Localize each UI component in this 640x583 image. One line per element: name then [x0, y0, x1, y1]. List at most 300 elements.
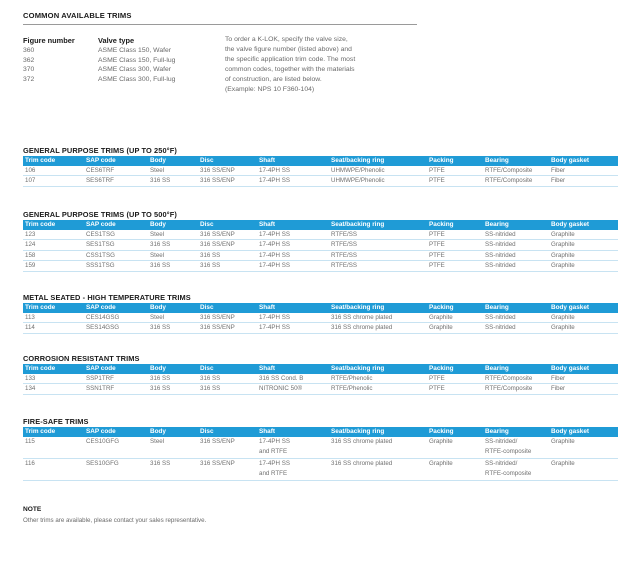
cell-line: 17-4PH SS — [259, 313, 290, 321]
body-header: Body — [150, 157, 166, 164]
cell-line: Fiber — [551, 385, 566, 393]
cell-line: SS-nitrided — [485, 251, 516, 259]
cell-line: 316 SS — [150, 262, 171, 270]
cell-line: 316 SS/ENP — [200, 459, 235, 467]
packing-header: Packing — [429, 428, 454, 435]
cell-line: PTFE — [429, 177, 445, 185]
intro-line: of construction, are listed below. — [225, 76, 322, 84]
figure-number: 360 — [23, 47, 35, 54]
seat-backing-ring-header: Seat/backing ring — [331, 221, 385, 228]
cell-line: 17-4PH SS — [259, 177, 290, 185]
table-row — [23, 230, 618, 241]
cell-line: 124 — [25, 241, 36, 249]
sap-code-cell — [86, 230, 150, 240]
sap-code-header: SAP code — [86, 157, 116, 164]
shaft-cell — [259, 437, 331, 458]
bearing-cell — [485, 323, 551, 333]
bearing-cell — [485, 261, 551, 271]
bearing-cell — [485, 313, 551, 323]
body-gasket-header: Body gasket — [551, 304, 590, 311]
body-gasket-header: Body gasket — [551, 428, 590, 435]
cell-line: RTFE/SS — [331, 251, 358, 259]
shaft-cell — [259, 323, 331, 333]
body-cell — [150, 240, 200, 250]
intro-line: the valve figure number (listed above) and — [225, 46, 352, 54]
shaft-cell — [259, 166, 331, 176]
shaft-cell — [259, 251, 331, 261]
cell-line: Graphite — [429, 313, 453, 321]
cell-line: 123 — [25, 230, 36, 238]
cell-line: 316 SS chrome plated — [331, 459, 393, 467]
trim-code-cell — [23, 176, 86, 186]
ordering-instructions — [225, 35, 405, 96]
cell-line: 316 SS — [200, 385, 221, 393]
trim-code-cell — [23, 313, 86, 323]
cell-line: Graphite — [551, 241, 575, 249]
note-text: Other trims are available, please contact your sales representative. — [23, 517, 207, 524]
trim-code-header: Trim code — [25, 304, 56, 311]
cell-line: 316 SS — [150, 324, 171, 332]
cell-line: 316 SS/ENP — [200, 241, 235, 249]
cell-line: 158 — [25, 251, 36, 259]
cell-line: Graphite — [551, 230, 575, 238]
trim-code-cell — [23, 384, 86, 394]
cell-line: 316 SS — [200, 251, 221, 259]
valve-type: ASME Class 150, Full-lug — [98, 56, 176, 64]
body-gasket-header: Body gasket — [551, 157, 590, 164]
title-rule — [23, 24, 417, 25]
cell-line: 316 SS chrome plated — [331, 437, 393, 445]
section-title: CORROSION RESISTANT TRIMS — [23, 354, 140, 363]
body-gasket-cell — [551, 261, 611, 271]
cell-line: Fiber — [551, 177, 566, 185]
seat-backing-ring-cell — [331, 384, 429, 394]
bearing-header: Bearing — [485, 428, 509, 435]
cell-line: CES1TSG — [86, 230, 115, 238]
sap-code-header: SAP code — [86, 221, 116, 228]
sap-code-header: SAP code — [86, 428, 116, 435]
bearing-cell — [485, 251, 551, 261]
cell-line: 316 SS chrome plated — [331, 324, 393, 332]
trim-code-cell — [23, 261, 86, 271]
packing-cell — [429, 459, 485, 480]
cell-line: SES6TRF — [86, 177, 114, 185]
table-row — [23, 261, 618, 272]
cell-line: PTFE — [429, 374, 445, 382]
figure-row — [23, 56, 218, 66]
seat-backing-ring-cell — [331, 374, 429, 384]
intro-line: common codes, together with the materials — [225, 66, 355, 74]
figure-row — [23, 46, 218, 56]
trim-section — [23, 145, 618, 187]
cell-line: SSP1TRF — [86, 374, 114, 382]
figure-number: 362 — [23, 56, 35, 64]
intro-line: To order a K-LOK, specify the valve size, — [225, 36, 348, 43]
cell-line: SSN1TRF — [86, 385, 115, 393]
figure-number: 370 — [23, 66, 35, 74]
cell-line: 316 SS — [150, 177, 171, 185]
disc-cell — [200, 459, 259, 480]
shaft-header: Shaft — [259, 304, 275, 311]
cell-line: 316 SS/ENP — [200, 166, 235, 174]
packing-cell — [429, 230, 485, 240]
cell-line: RTFE/Composite — [485, 385, 533, 393]
figure-row — [23, 65, 218, 75]
intro-line: (Example: NPS 10 F360-104) — [225, 86, 315, 94]
trim-section — [23, 209, 618, 272]
shaft-cell — [259, 176, 331, 186]
sap-code-cell — [86, 374, 150, 384]
trim-code-cell — [23, 166, 86, 176]
cell-line: 316 SS — [150, 241, 171, 249]
cell-line: CES6TRF — [86, 166, 115, 174]
seat-backing-ring-cell — [331, 176, 429, 186]
disc-header: Disc — [200, 304, 214, 311]
bearing-cell — [485, 240, 551, 250]
cell-line: PTFE — [429, 166, 445, 174]
body-cell — [150, 251, 200, 261]
trim-code-header: Trim code — [25, 157, 56, 164]
packing-cell — [429, 313, 485, 323]
seat-backing-ring-header: Seat/backing ring — [331, 157, 385, 164]
table-header-row — [23, 303, 618, 313]
cell-line: 107 — [25, 177, 36, 185]
seat-backing-ring-cell — [331, 166, 429, 176]
figure-number-header: Figure number — [23, 36, 75, 45]
sap-code-cell — [86, 251, 150, 261]
cell-line: NITRONIC 50® — [259, 385, 303, 393]
cell-line: Graphite — [551, 324, 575, 332]
packing-cell — [429, 176, 485, 186]
trim-code-header: Trim code — [25, 428, 56, 435]
disc-cell — [200, 437, 259, 458]
cell-line: PTFE — [429, 241, 445, 249]
body-cell — [150, 230, 200, 240]
table-row — [23, 374, 618, 385]
body-gasket-cell — [551, 323, 611, 333]
cell-line: PTFE — [429, 385, 445, 393]
trim-code-cell — [23, 437, 86, 458]
packing-header: Packing — [429, 304, 454, 311]
cell-line: CSS1TSG — [86, 251, 115, 259]
table-row — [23, 240, 618, 251]
disc-header: Disc — [200, 157, 214, 164]
cell-line: 17-4PH SS — [259, 262, 290, 270]
cell-line: 316 SS — [200, 262, 221, 270]
trim-section — [23, 353, 618, 395]
cell-line: Graphite — [551, 437, 575, 445]
bearing-cell — [485, 176, 551, 186]
trim-code-cell — [23, 240, 86, 250]
seat-backing-ring-header: Seat/backing ring — [331, 428, 385, 435]
body-gasket-cell — [551, 437, 611, 458]
sap-code-cell — [86, 261, 150, 271]
body-header: Body — [150, 365, 166, 372]
cell-line: Graphite — [429, 324, 453, 332]
packing-header: Packing — [429, 365, 454, 372]
cell-line: 316 SS/ENP — [200, 230, 235, 238]
figure-table — [23, 36, 218, 84]
sap-code-cell — [86, 384, 150, 394]
body-gasket-cell — [551, 240, 611, 250]
body-cell — [150, 459, 200, 480]
body-cell — [150, 323, 200, 333]
cell-line: RTFE-composite — [485, 470, 532, 478]
cell-line: Steel — [150, 313, 165, 321]
bearing-cell — [485, 459, 551, 480]
cell-line: Graphite — [429, 459, 453, 467]
packing-header: Packing — [429, 221, 454, 228]
cell-line: SES14GSG — [86, 324, 120, 332]
cell-line: RTFE/SS — [331, 230, 358, 238]
packing-cell — [429, 166, 485, 176]
bearing-cell — [485, 384, 551, 394]
disc-cell — [200, 230, 259, 240]
seat-backing-ring-cell — [331, 323, 429, 333]
table-row — [23, 459, 618, 481]
seat-backing-ring-cell — [331, 313, 429, 323]
cell-line: RTFE/SS — [331, 241, 358, 249]
body-gasket-cell — [551, 459, 611, 480]
cell-line: 115 — [25, 437, 35, 445]
body-header: Body — [150, 221, 166, 228]
body-cell — [150, 166, 200, 176]
body-gasket-header: Body gasket — [551, 221, 590, 228]
body-cell — [150, 374, 200, 384]
cell-line: 17-4PH SS — [259, 166, 290, 174]
cell-line: 316 SS — [150, 385, 171, 393]
cell-line: CES14GSG — [86, 313, 120, 321]
seat-backing-ring-cell — [331, 437, 429, 458]
cell-line: SS-nitrided — [485, 241, 516, 249]
cell-line: SS-nitrided/ — [485, 437, 518, 445]
cell-line: 316 SS/ENP — [200, 324, 235, 332]
body-gasket-cell — [551, 384, 611, 394]
cell-line: 17-4PH SS — [259, 230, 290, 238]
cell-line: RTFE/SS — [331, 262, 358, 270]
bearing-cell — [485, 437, 551, 458]
disc-cell — [200, 176, 259, 186]
sap-code-header: SAP code — [86, 365, 116, 372]
cell-line: RTFE/Phenolic — [331, 374, 373, 382]
body-gasket-cell — [551, 374, 611, 384]
cell-line: SS-nitrided — [485, 313, 516, 321]
trim-code-cell — [23, 374, 86, 384]
cell-line: RTFE/Composite — [485, 177, 533, 185]
bearing-cell — [485, 374, 551, 384]
shaft-cell — [259, 313, 331, 323]
table-row — [23, 313, 618, 324]
body-cell — [150, 176, 200, 186]
bearing-header: Bearing — [485, 365, 509, 372]
cell-line: Steel — [150, 251, 165, 259]
table-row — [23, 323, 618, 334]
seat-backing-ring-cell — [331, 459, 429, 480]
cell-line: Steel — [150, 166, 165, 174]
seat-backing-ring-header: Seat/backing ring — [331, 365, 385, 372]
shaft-cell — [259, 384, 331, 394]
cell-line: and RTFE — [259, 448, 288, 456]
cell-line: 316 SS/ENP — [200, 313, 235, 321]
sap-code-cell — [86, 323, 150, 333]
seat-backing-ring-header: Seat/backing ring — [331, 304, 385, 311]
cell-line: UHMWPE/Phenolic — [331, 166, 385, 174]
shaft-cell — [259, 230, 331, 240]
cell-line: SS-nitrided — [485, 230, 516, 238]
packing-cell — [429, 251, 485, 261]
valve-type-header: Valve type — [98, 36, 135, 45]
cell-line: Steel — [150, 437, 165, 445]
cell-line: SES1TSG — [86, 241, 115, 249]
shaft-header: Shaft — [259, 365, 275, 372]
cell-line: RTFE/Phenolic — [331, 385, 373, 393]
seat-backing-ring-cell — [331, 261, 429, 271]
cell-line: 316 SS/ENP — [200, 177, 235, 185]
section-title: FIRE-SAFE TRIMS — [23, 417, 89, 426]
figure-table-header — [23, 36, 218, 46]
sap-code-cell — [86, 240, 150, 250]
sap-code-header: SAP code — [86, 304, 116, 311]
note-title: NOTE — [23, 506, 42, 513]
cell-line: and RTFE — [259, 470, 288, 478]
sap-code-cell — [86, 459, 150, 480]
cell-line: Fiber — [551, 374, 566, 382]
sap-code-cell — [86, 437, 150, 458]
cell-line: Graphite — [551, 251, 575, 259]
trim-code-header: Trim code — [25, 221, 56, 228]
cell-line: PTFE — [429, 230, 445, 238]
shaft-cell — [259, 240, 331, 250]
shaft-header: Shaft — [259, 428, 275, 435]
cell-line: SES10GFG — [86, 459, 119, 467]
packing-cell — [429, 437, 485, 458]
packing-cell — [429, 374, 485, 384]
cell-line: 316 SS — [200, 374, 221, 382]
table-header-row — [23, 427, 618, 437]
trim-section — [23, 292, 618, 334]
cell-line: 17-4PH SS — [259, 251, 290, 259]
seat-backing-ring-cell — [331, 230, 429, 240]
intro-line: the specific application trim code. The most — [225, 56, 356, 64]
cell-line: 159 — [25, 262, 36, 270]
section-title: GENERAL PURPOSE TRIMS (UP TO 250°F) — [23, 146, 177, 155]
sap-code-cell — [86, 166, 150, 176]
table-row — [23, 384, 618, 395]
cell-line: UHMWPE/Phenolic — [331, 177, 385, 185]
cell-line: SSS1TSG — [86, 262, 115, 270]
valve-type: ASME Class 150, Wafer — [98, 47, 172, 54]
disc-cell — [200, 313, 259, 323]
body-gasket-cell — [551, 176, 611, 186]
packing-cell — [429, 384, 485, 394]
disc-cell — [200, 323, 259, 333]
body-gasket-cell — [551, 166, 611, 176]
cell-line: SS-nitrided/ — [485, 459, 518, 467]
seat-backing-ring-cell — [331, 251, 429, 261]
cell-line: Steel — [150, 230, 165, 238]
body-gasket-cell — [551, 251, 611, 261]
cell-line: 113 — [25, 313, 35, 321]
body-cell — [150, 384, 200, 394]
cell-line: 116 — [25, 459, 35, 467]
trim-code-cell — [23, 459, 86, 480]
disc-cell — [200, 374, 259, 384]
cell-line: RTFE/Composite — [485, 166, 533, 174]
cell-line: Graphite — [429, 437, 453, 445]
table-header-row — [23, 220, 618, 230]
cell-line: 17-4PH SS — [259, 241, 290, 249]
figure-row — [23, 75, 218, 85]
shaft-cell — [259, 459, 331, 480]
disc-header: Disc — [200, 428, 214, 435]
table-header-row — [23, 156, 618, 166]
sap-code-cell — [86, 313, 150, 323]
cell-line: SS-nitrided — [485, 262, 516, 270]
body-cell — [150, 313, 200, 323]
disc-cell — [200, 166, 259, 176]
bearing-cell — [485, 166, 551, 176]
shaft-cell — [259, 374, 331, 384]
disc-cell — [200, 384, 259, 394]
bearing-header: Bearing — [485, 157, 509, 164]
cell-line: CES10GFG — [86, 437, 120, 445]
cell-line: Fiber — [551, 166, 566, 174]
cell-line: 17-4PH SS — [259, 459, 290, 467]
trim-section — [23, 416, 618, 481]
disc-cell — [200, 261, 259, 271]
disc-header: Disc — [200, 221, 214, 228]
cell-line: PTFE — [429, 251, 445, 259]
bearing-cell — [485, 230, 551, 240]
body-header: Body — [150, 428, 166, 435]
table-row — [23, 251, 618, 262]
section-title: METAL SEATED - HIGH TEMPERATURE TRIMS — [23, 293, 191, 302]
body-gasket-cell — [551, 313, 611, 323]
cell-line: RTFE-composite — [485, 448, 532, 456]
trim-code-cell — [23, 323, 86, 333]
sap-code-cell — [86, 176, 150, 186]
table-row — [23, 166, 618, 177]
cell-line: Graphite — [551, 313, 575, 321]
trim-code-header: Trim code — [25, 365, 56, 372]
packing-cell — [429, 261, 485, 271]
bearing-header: Bearing — [485, 304, 509, 311]
cell-line: RTFE/Composite — [485, 374, 533, 382]
cell-line: 133 — [25, 374, 36, 382]
body-cell — [150, 437, 200, 458]
cell-line: 114 — [25, 324, 35, 332]
body-cell — [150, 261, 200, 271]
cell-line: PTFE — [429, 262, 445, 270]
cell-line: Graphite — [551, 262, 575, 270]
seat-backing-ring-cell — [331, 240, 429, 250]
shaft-header: Shaft — [259, 157, 275, 164]
trim-code-cell — [23, 251, 86, 261]
cell-line: 17-4PH SS — [259, 437, 290, 445]
packing-cell — [429, 323, 485, 333]
cell-line: 17-4PH SS — [259, 324, 290, 332]
cell-line: 316 SS — [150, 374, 171, 382]
valve-type: ASME Class 300, Full-lug — [98, 75, 176, 83]
cell-line: 316 SS chrome plated — [331, 313, 393, 321]
cell-line: 316 SS/ENP — [200, 437, 235, 445]
cell-line: 316 SS — [150, 459, 171, 467]
disc-cell — [200, 251, 259, 261]
cell-line: 316 SS Cond. B — [259, 374, 304, 382]
cell-line: SS-nitrided — [485, 324, 516, 332]
section-title: GENERAL PURPOSE TRIMS (UP TO 500°F) — [23, 210, 177, 219]
table-header-row — [23, 364, 618, 374]
